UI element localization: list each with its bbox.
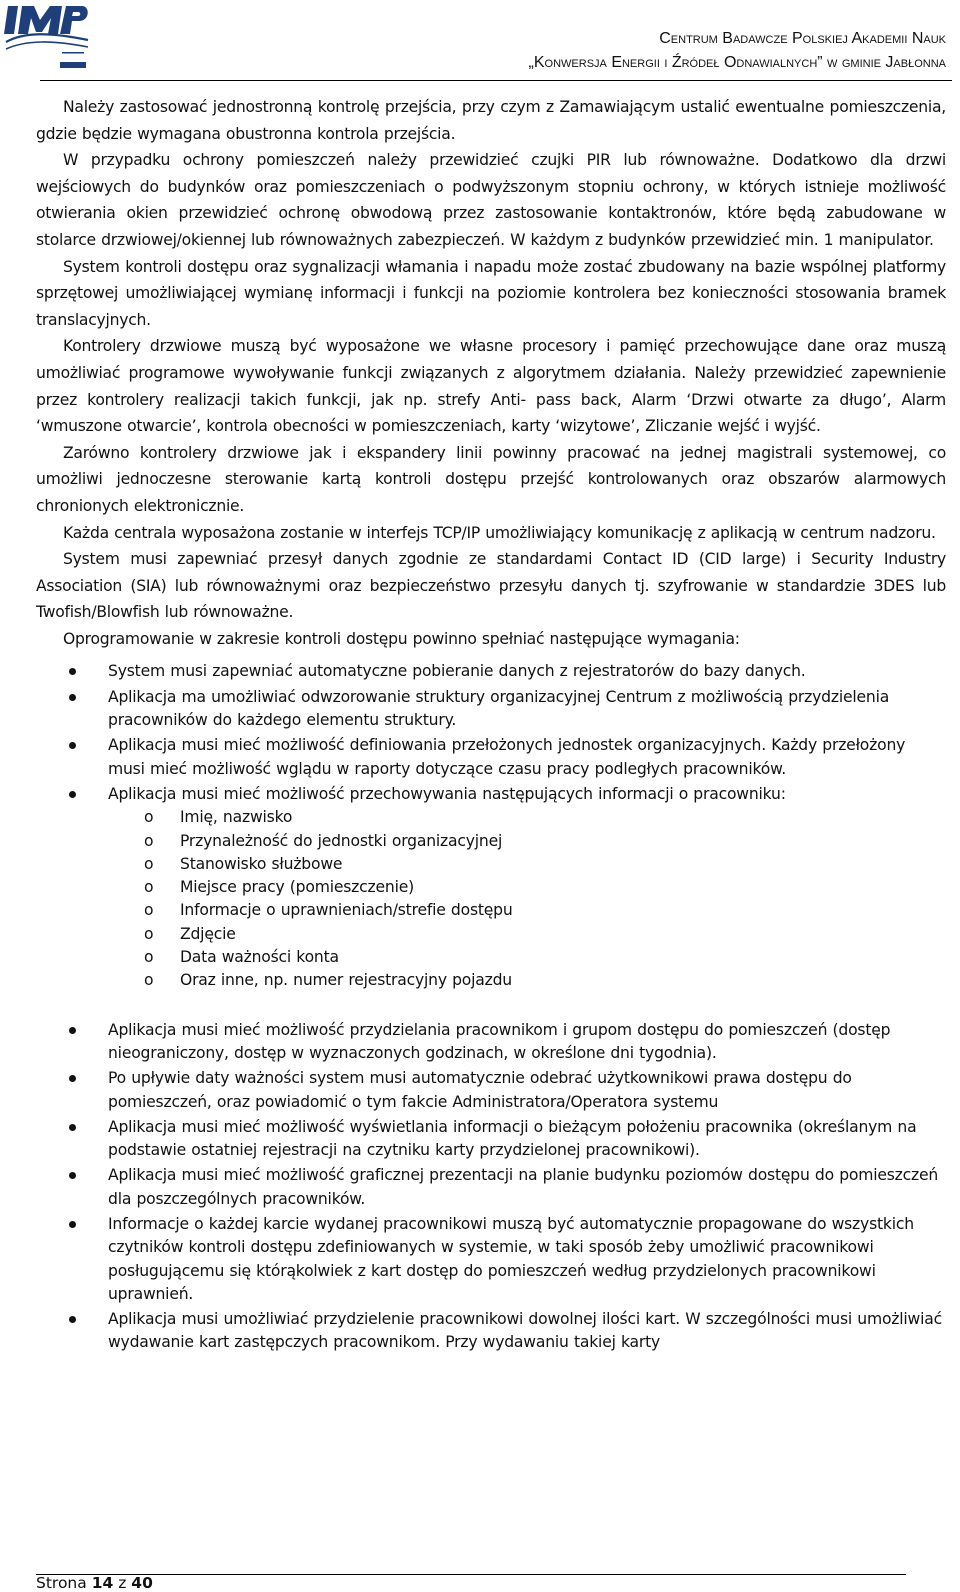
circle-bullet-icon: o xyxy=(144,808,154,827)
sub-list-item xyxy=(108,876,946,899)
bullet-icon xyxy=(69,1075,76,1082)
list-item xyxy=(36,783,946,993)
list-item-text: Aplikacja musi mieć możliwość przechowywania następujących informacji o pracowniku: xyxy=(108,784,786,803)
sub-list-item-text: Zdjęcie xyxy=(180,924,236,943)
document-body xyxy=(36,94,946,1357)
list-item-text: Aplikacja musi mieć możliwość graficznej prezentacji na planie budynku poziomów dostępu do pomieszczeń dla poszczególnych pracowników. xyxy=(108,1166,939,1208)
list-item-text: Aplikacja ma umożliwiać odwzorowanie struktury organizacyjnej Centrum z możliwością przydzielenia pracowników do każdego elementu struktury. xyxy=(108,687,890,730)
list-item-text: System musi zapewniać automatyczne pobieranie danych z rejestratorów do bazy danych. xyxy=(108,662,806,681)
circle-bullet-icon: o xyxy=(144,901,154,920)
paragraph: System musi zapewniać przesył danych zgodnie ze standardami Contact ID (CID large) i Security Industry Association (SIA) lub równoważnymi oraz bezpieczeństwo przesyłu danych tj. szyfrowanie w standardzie 3DES lub Twofish/Blowfish lub równoważne. xyxy=(36,550,946,622)
circle-bullet-icon: o xyxy=(144,878,154,897)
sub-list-item-text: Przynależność do jednostki organizacyjnej xyxy=(180,831,503,850)
sub-list-item xyxy=(108,830,946,853)
sub-list-item xyxy=(108,899,946,922)
paragraph: Zarówno kontrolery drzwiowe jak i ekspandery linii powinny pracować na jednej magistrali systemowej, co umożliwi jednoczesne sterowanie kartą kontroli dostępu przejść kontrolowanych oraz obszarów alarmowych chronionych elektronicznie. xyxy=(36,443,946,515)
bullet-icon xyxy=(69,1221,76,1228)
paragraph: System kontroli dostępu oraz sygnalizacji włamania i napadu może zostać zbudowany na bazie wspólnej platformy sprzętowej umożliwiającej wymianę informacji i funkcji na poziomie kontrolera bez konieczności stosowania bramek translacyjnych. xyxy=(36,257,946,329)
circle-bullet-icon: o xyxy=(144,971,154,990)
list-item xyxy=(36,686,946,733)
sub-list-item xyxy=(108,969,946,992)
sub-list-item xyxy=(108,853,946,876)
bullet-icon xyxy=(69,1027,76,1034)
list-item xyxy=(36,1067,946,1114)
page-label: Strona xyxy=(36,1574,87,1592)
sub-list-item-text: Oraz inne, np. numer rejestracyjny pojazdu xyxy=(180,971,512,990)
imp-pan-logo xyxy=(4,2,90,74)
list-item-text: Aplikacja musi umożliwiać przydzielenie pracownikowi dowolnej ilości kart. W szczególności musi umożliwiać wydawanie kart zastępczych pracownikom. Przy wydawaniu takiej karty xyxy=(108,1310,942,1352)
bullet-icon xyxy=(69,668,76,675)
list-item xyxy=(36,1019,946,1066)
list-item-text: Po upływie daty ważności system musi automatycznie odebrać użytkownikowi prawa dostępu do pomieszczeń, oraz powiadomić o tym fakcie Administratora/Operatora systemu xyxy=(108,1069,852,1111)
paragraph: Kontrolery drzwiowe muszą być wyposażone we własne procesory i pamięć przechowujące dane oraz muszą umożliwiać programowe wywoływanie funkcji związanych z algorytmem działania. Należy przewidzieć zapewnienie przez kontrolery realizacji takich funkcji, jak np. strefy Anti- pass back, Alarm ‘Drzwi otwarte za długo’, Alarm ‘wmuszone otwarcie’, kontrola obecności w pomieszczeniach, karty ‘wizytowe’, Zliczanie wejść i wyjść. xyxy=(36,337,946,436)
bullet-icon xyxy=(69,1124,76,1131)
list-item-text: Aplikacja musi mieć możliwość definiowania przełożonych jednostek organizacyjnych. Każdy przełożony musi mieć możliwość wglądu w raporty dotyczące czasu pracy podległych pracowników. xyxy=(108,736,906,778)
footer-rule xyxy=(36,1574,906,1575)
page-header xyxy=(0,0,960,84)
page-current: 14 xyxy=(91,1574,114,1592)
bullet-icon xyxy=(69,791,76,798)
bullet-icon xyxy=(69,742,76,749)
header-institution: Centrum Badawcze Polskiej Akademii Nauk xyxy=(659,30,946,47)
list-item-text: Aplikacja musi mieć możliwość przydzielania pracownikom i grupom dostępu do pomieszczeń (dostęp nieograniczony, dostęp w wyznaczonych godzinach, w określone dni tygodnia). xyxy=(108,1020,891,1062)
list-item xyxy=(36,1213,946,1306)
header-rule xyxy=(40,80,952,81)
paragraph: Oprogramowanie w zakresie kontroli dostępu powinno spełniać następujące wymagania: xyxy=(63,629,740,648)
sub-list-item xyxy=(108,806,946,829)
circle-bullet-icon: o xyxy=(144,831,154,850)
sub-list-item-text: Data ważności konta xyxy=(180,948,339,967)
header-project: „Konwersja Energii i Źródeł Odnawialnych” w gminie Jabłonna xyxy=(528,54,946,71)
sub-list-item xyxy=(108,923,946,946)
bullet-icon xyxy=(69,1316,76,1323)
list-item xyxy=(36,1308,946,1355)
circle-bullet-icon: o xyxy=(144,948,154,967)
paragraph: Każda centrala wyposażona zostanie w interfejs TCP/IP umożliwiający komunikację z aplikacją w centrum nadzoru. xyxy=(63,523,936,542)
paragraph: Należy zastosować jednostronną kontrolę przejścia, przy czym z Zamawiającym ustalić ewentualne pomieszczenia, gdzie będzie wymagana obustronna kontrola przejścia. xyxy=(36,98,946,143)
list-item xyxy=(36,734,946,781)
requirements-list xyxy=(36,660,946,1354)
sub-list-item-text: Stanowisko służbowe xyxy=(180,854,343,873)
sub-list-item-text: Informacje o uprawnieniach/strefie dostępu xyxy=(180,901,513,920)
sub-list-item xyxy=(108,946,946,969)
page-total: 40 xyxy=(131,1574,153,1592)
bullet-icon xyxy=(69,1172,76,1179)
list-item xyxy=(36,660,946,683)
list-item xyxy=(36,1164,946,1211)
sub-list-item-text: Miejsce pracy (pomieszczenie) xyxy=(180,878,414,897)
circle-bullet-icon: o xyxy=(144,854,154,873)
bullet-icon xyxy=(69,694,76,701)
circle-bullet-icon: o xyxy=(144,924,154,943)
paragraph: W przypadku ochrony pomieszczeń należy przewidzieć czujki PIR lub równoważne. Dodatkowo dla drzwi wejściowych do budynków oraz pomieszczeniach o podwyższonym stopniu ochrony, w których istnieje możliwość otwierania okien przewidzieć ochronę obwodową przez zastosowanie kontaktronów, które będą zabudowane w stolarce drzwiowej/okiennej lub równoważnych zabezpieczeń. W każdym z budynków przewidzieć min. 1 manipulator. xyxy=(36,151,946,249)
sub-list-item-text: Imię, nazwisko xyxy=(180,808,293,827)
list-item-text: Informacje o każdej karcie wydanej pracownikowi muszą być automatycznie propagowane do wszystkich czytników kontroli dostępu zdefiniowanych w systemie, w taki sposób żeby umożliwić pracownikowi posługującemu się którąkolwiek z kart dostęp do pomieszczeń według przydzielonych pracownikowi uprawnień. xyxy=(108,1215,914,1303)
employee-info-sublist xyxy=(108,806,946,992)
list-item-text: Aplikacja musi mieć możliwość wyświetlania informacji o bieżącym położeniu pracownika (określanym na podstawie ostatniej rejestracji na czytniku karty przydzielonej pracownikowi). xyxy=(108,1117,917,1160)
list-item xyxy=(36,1116,946,1163)
page-separator: z xyxy=(118,1574,127,1592)
